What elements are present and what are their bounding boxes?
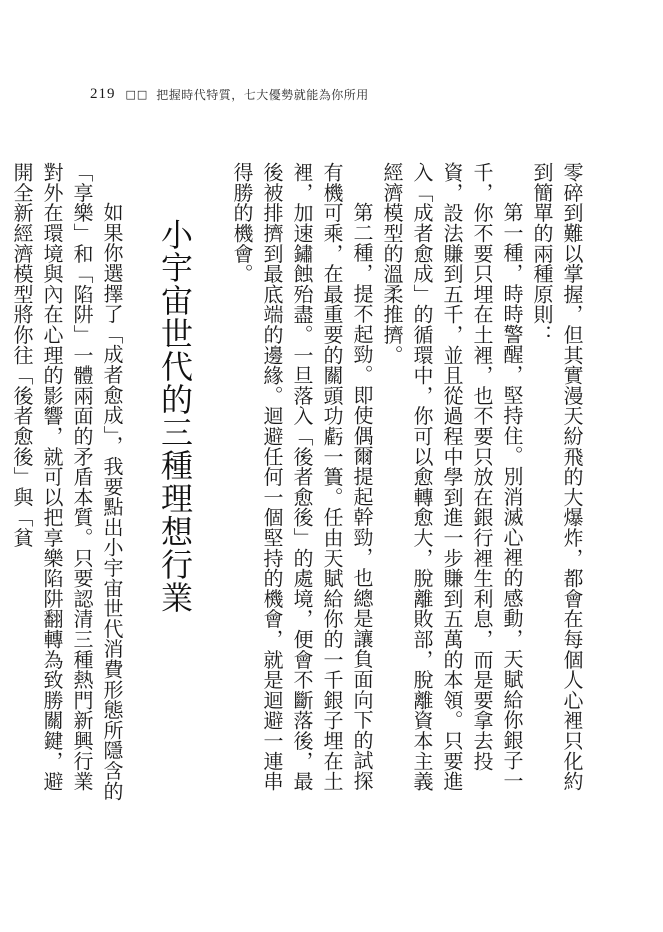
- paragraph-first-type: 第一種，時時警醒，堅持住。別消滅心裡的感動，天賦給你銀子一千，你不要只埋在土裡，也不要只放在銀行裡生利息，而是要拿去投資，設法賺到五千，並且從過程中學到進一步賺到五萬的本領。只要進入「成者愈成」的循環中，你可以愈轉愈大，脫離敗部，脫離資本主義經濟模型的溫柔推擠。: [380, 162, 524, 792]
- section-heading: 小宇宙世代的三種理想行業: [156, 218, 194, 614]
- running-header: [90, 84, 369, 104]
- paragraph-after-heading: 如果你選擇了「成者愈成」，我要點出小宇宙世代消費形態所隱含的「享樂」和「陷阱」一體兩面的矛盾本質。只要認清三種熱門新興行業對外在環境與內在心理的影響，就可以把享樂陷阱翻轉為致勝關鍵，避開全新經濟模型將你往「後者愈後」與「貧: [10, 162, 124, 801]
- page-number: 219: [90, 85, 116, 102]
- vertical-body-text: [7, 162, 587, 812]
- running-title: 把握時代特質，七大優勢就能為你所用: [156, 87, 369, 102]
- paragraph-continued: 零碎到難以掌握，但其實漫天紛飛的大爆炸，都會在每個人心裡只化約到簡單的兩種原則：: [530, 162, 584, 792]
- header-mark: □□: [125, 87, 149, 101]
- paragraph-second-type: 第二種，提不起勁。即使偶爾提起幹勁，也總是讓負面向下的試探有機可乘，在最重要的關頭功虧一簣。任由天賦給你的一千銀子埋在土裡，加速鏽蝕殆盡。一旦落入「後者愈後」的處境，便會不斷落後，最後被排擠到最底端的邊緣。迴避任何一個堅持的機會，就是迴避一連串得勝的機會。: [230, 162, 374, 792]
